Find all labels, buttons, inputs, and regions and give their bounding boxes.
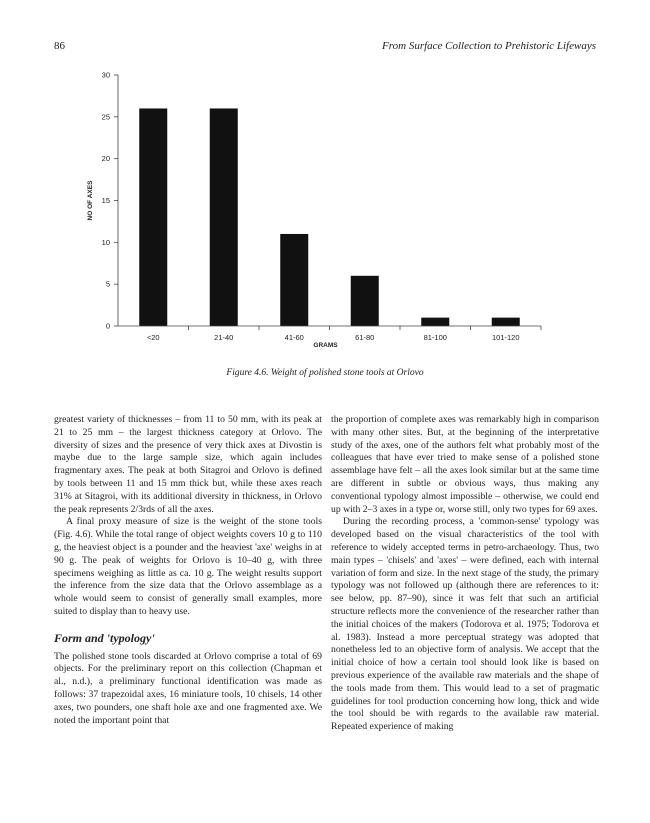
bar: [210, 108, 238, 326]
figure-caption: Figure 4.6. Weight of polished stone tools at Orlovo: [226, 368, 424, 378]
y-tick-label: 30: [101, 70, 110, 80]
bar: [139, 108, 167, 326]
y-tick-label: 25: [101, 112, 110, 122]
paragraph: During the recording process, a 'common-sense' typology was developed based on the visual characteristics of the tool with reference to widely accepted terms in petro-archaeology. Thus, two main types – 'chisels' and 'axes' – were defined, each with internal variation of form and size. In the next stage of the study, the primary typology was not followed up (although there are references to it: see below, pp. 87–90), since it was felt that such an artificial structure reflects more the convenience of the researcher rather than the initial choices of the makers (Todorova et al. 1975; Todorova et al. 1983). Instead a more perceptual strategy was adopted that nonetheless led to an objective form of analysis. We accept that the initial choice of how a certain tool should look like is based on previous experience of the available raw materials and the shape of the tools made from them. This would lead to a set of pragmatic guidelines for tool production concerning how long, thick and wide the tool should be with regards to the available raw material. Repeated experience of making: [331, 516, 599, 733]
bar: [280, 234, 308, 326]
x-tick-label: <20: [146, 333, 160, 342]
x-tick-label: 101-120: [491, 333, 520, 342]
running-title: From Surface Collection to Prehistoric Lifeways: [382, 40, 596, 52]
bar: [351, 276, 379, 326]
bar: [492, 318, 520, 326]
x-tick-label: 21-40: [214, 333, 234, 342]
left-column: [54, 414, 322, 727]
x-tick-label: 61-80: [355, 333, 375, 342]
bar: [421, 318, 449, 326]
paragraph: The polished stone tools discarded at Orlovo comprise a total of 69 objects. For the preliminary report on this collection (Chapman et al., n.d.), a preliminary functional identification was made as follows: 37 trapezoidal axes, 16 miniature tools, 10 chisels, 14 other axes, two pounders, one shaft hole axe and one fragmented axe. We noted the important point that: [54, 650, 322, 726]
bar-chart: [0, 0, 650, 360]
y-tick-label: 5: [105, 279, 110, 289]
right-column: [331, 414, 599, 734]
x-tick-label: 41-60: [284, 333, 304, 342]
y-tick-label: 20: [101, 154, 110, 164]
y-tick-label: 10: [101, 237, 110, 247]
paragraph: the proportion of complete axes was remarkably high in comparison with many other sites. But, at the beginning of the interpretative study of the axes, one of the authors felt what probably most of the colleagues that have ever tried to make sense of a polished stone assemblage have felt – all the axes look similar but at the same time are different in subtle or obvious ways, thus making any conventional typology almost impossible – otherwise, we could end up with 2–3 axes in a type or, worse still, only two types for 69 axes.: [331, 414, 599, 515]
x-axis-label: GRAMS: [313, 342, 338, 349]
paragraph: A final proxy measure of size is the weight of the stone tools (Fig. 4.6). While the total range of object weights covers 10 g to 110 g, the heaviest object is a pounder and the heaviest 'axe' weighs in at 90 g. The peak of weights for Orlovo is 10–40 g, with three specimens weighing as little as ca. 10 g. The weight results support the inference from the size data that the Orlovo assemblage as a whole would seem to consist of generally small examples, more suited to display than to heavy use.: [54, 516, 322, 617]
y-tick-label: 15: [101, 196, 110, 205]
y-axis-label: NO OF AXES: [87, 180, 94, 221]
y-tick-label: 0: [105, 321, 110, 331]
paragraph: greatest variety of thicknesses – from 11 to 50 mm, with its peak at 21 to 25 mm – the largest thickness category at Orlovo. The diversity of sizes and the presence of very thick axes at Divostin is maybe due to the large sample size, which again includes fragmentary axes. The peak at both Sitagroi and Orlovo is defined by tools between 11 and 15 mm thick but, while these axes reach 31% at Sitagroi, with its additional diversity in thickness, in Orlovo the peak represents 2/3rds of all the axes.: [54, 414, 322, 515]
x-tick-label: 81-100: [423, 333, 447, 342]
page-number: 86: [54, 40, 65, 52]
section-heading: Form and 'typology': [54, 630, 155, 645]
